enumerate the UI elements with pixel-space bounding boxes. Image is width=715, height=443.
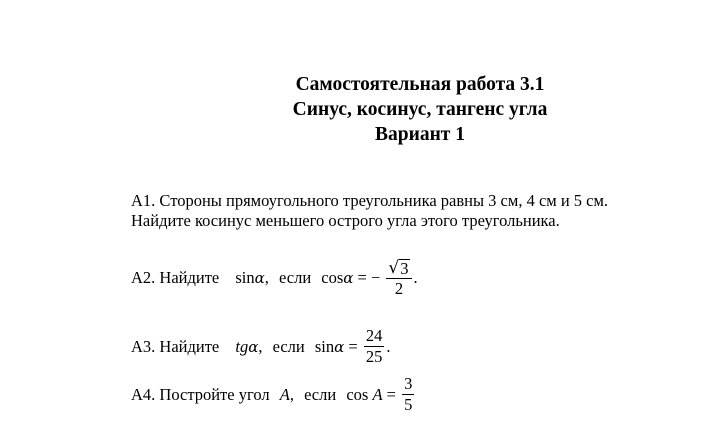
task-a4-prefix: А4. Постройте угол [131, 384, 270, 404]
task-a4-numerator: 3 [404, 374, 413, 393]
task-a2-prefix: А2. Найдите [131, 268, 220, 287]
task-a2-radicand: 3 [400, 259, 409, 278]
worksheet-header [230, 72, 610, 147]
worksheet-topic: Синус, косинус, тангенс угла [292, 99, 548, 120]
task-a4-condition-word: если [304, 384, 337, 404]
task-a3-find-expr: tgα, [235, 336, 263, 356]
task-a1-line2: Найдите косинус меньшего острого угла этого треугольника. [131, 211, 560, 230]
worksheet-variant: Вариант 1 [374, 124, 466, 145]
task-a3-condition-word: если [272, 336, 305, 356]
sqrt-symbol: √ 3 [388, 258, 409, 278]
task-a1-line1: А1. Стороны прямоугольного треугольника равны 3 см, 4 см и 5 см. [131, 191, 609, 210]
task-a3-denominator: 25 [365, 347, 383, 366]
task-a3-condition: sinα = [314, 336, 358, 356]
task-a3 [131, 327, 390, 366]
task-a2 [131, 258, 418, 298]
task-a3-period: . [386, 336, 391, 356]
task-a3-prefix: А3. Найдите [131, 336, 220, 356]
task-a1 [131, 191, 608, 231]
task-a2-denominator: 2 [394, 279, 404, 298]
task-a2-fraction [386, 258, 411, 298]
task-a4-angle: A, [279, 384, 294, 404]
task-a3-numerator: 24 [365, 326, 383, 345]
task-a3-fraction [364, 327, 385, 366]
worksheet-title: Самостоятельная работа 3.1 [295, 74, 545, 95]
task-a4-condition: cos A = [346, 384, 396, 404]
task-a4 [131, 375, 416, 414]
task-a2-condition: cosα = − [321, 268, 381, 287]
task-a4-fraction [402, 375, 414, 414]
task-a2-find-expr: sinα, [235, 268, 269, 287]
task-a2-period: . [413, 268, 418, 287]
task-a2-condition-word: если [279, 268, 312, 287]
task-a4-denominator: 5 [404, 395, 413, 414]
